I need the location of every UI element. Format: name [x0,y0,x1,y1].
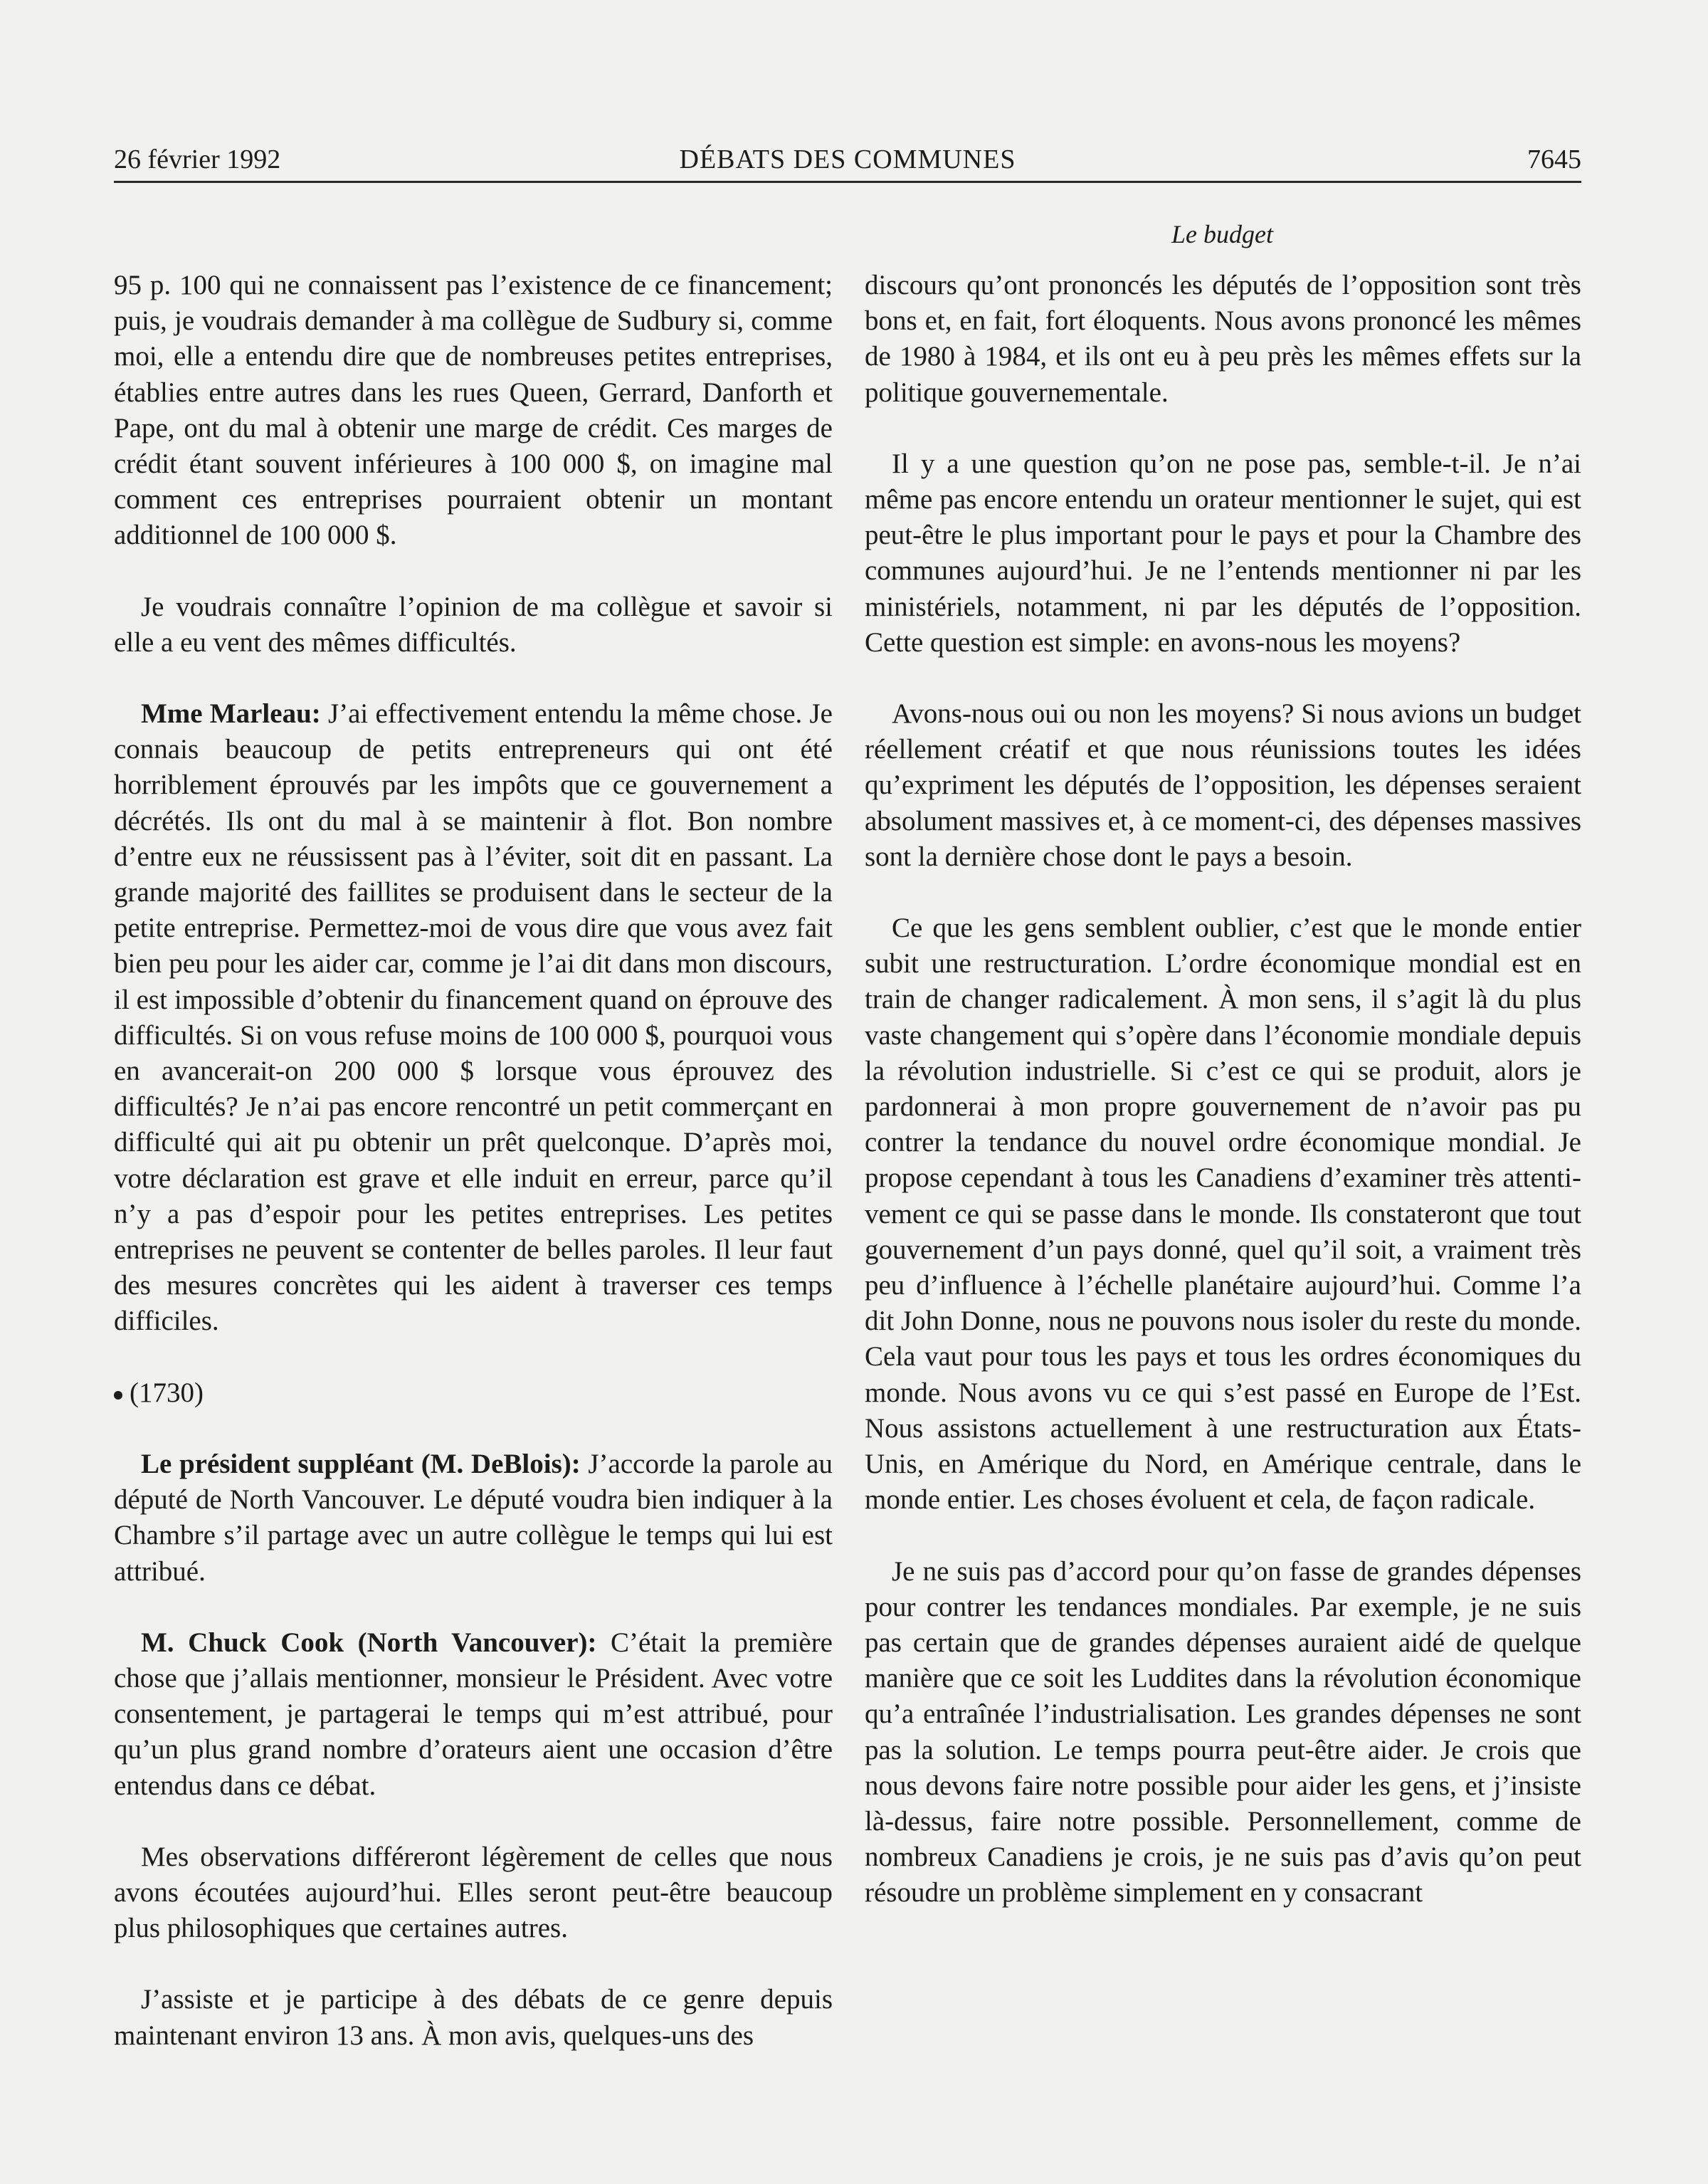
speech-paragraph [114,696,833,1340]
time-marker-text: (1730) [130,1377,204,1408]
header-date: 26 février 1992 [114,145,281,174]
paragraph: Ce que les gens semblent oublier, c’est que le monde entier subit une restructuration. L’ordre économique mondial est en train de changer radicalement. À mon sens, il s’agit là du plus vaste changement qui s’opère dans l’économie mondiale depuis la révolution industrielle. Si c’est ce qui se produit, alors je pardonnerai à mon propre gouvernement de n’avoir pas pu contrer la tendance du nouvel ordre économique mondial. Je propose cependant à tous les Canadiens d’examiner très attentivement ce qui se passe dans le monde. Ils constateront que tout gouvernement d’un pays donné, quel qu’il soit, a vraiment très peu d’influence à l’échelle planétaire aujourd’hui. Comme l’a dit John Donne, nous ne pouvons nous isoler du reste du monde. Cela vaut pour tous les pays et tous les ordres économiques du monde. Nous avons vu ce qui s’est passé en Europe de l’Est. Nous assistons actuellement à une restructuration aux États-Unis, en Amérique du Nord, en Amérique centrale, dans le monde entier. Les choses évoluent et cela, de façon radicale. [865,913,1581,1516]
section-title: Le budget [1171,220,1273,248]
paragraph: J’assiste et je participe à des débats de ce genre depuis maintenant environ 13 ans. À mon avis, quelques-uns des [114,1984,833,2051]
paragraph: Avons-nous oui ou non les moyens? Si nous avions un budget réellement créatif et que nous réunissions toutes les idées qu’expriment les députés de l’opposition, les dépenses seraient absolument massives et, à ce moment-ci, des dépenses massives sont la dernière chose dont le pays a besoin. [865,698,1581,872]
paragraph: discours qu’ont prononcés les députés de l’opposition sont très bons et, en fait, fort éloquents. Nous avons prononcé les mêmes de 1980 à 1984, et ils ont eu à peu près les mêmes effets sur la politique gouvernementale. [865,270,1581,408]
paragraph: 95 p. 100 qui ne connaissent pas l’existence de ce financement; puis, je voudrais demander à ma collègue de Sudbury si, comme moi, elle a entendu dire que de nombreuses petites entreprises, établies entre autres dans les rues Queen, Gerrard, Danforth et Pape, ont du mal à obtenir une marge de crédit. Ces marges de crédit étant souvent inférieures à 100 000 $, on imagine mal comment ces entreprises pourraient obtenir un montant additionnel de 100 000 $. [114,270,833,551]
paragraph: Mes observations différeront légèrement de celles que nous avons écoutées aujourd’hui. Elles seront peut-être beaucoup plus philosophiques que certaines autres. [114,1841,833,1944]
time-marker [114,1375,833,1411]
paragraph: Il y a une question qu’on ne pose pas, semble-t-il. Je n’ai même pas encore entendu un orateur mentionner le sujet, qui est peut-être le plus important pour le pays et pour la Chambre des communes aujourd’hui. Je ne l’entends mentionner ni par les ministériels, notamment, ni par les députés de l’opposition. Cette question est simple: en avons-nous les moyens? [865,448,1581,658]
bullet-icon [114,1391,122,1400]
page-header [114,144,1581,183]
speech-text: C’était la première chose que j’allais mentionner, monsieur le Président. Avec votre consentement, je partagerai le temps qui m’est attribué, pour qu’un plus grand nombre d’orateurs aient une occasion d’être entendus dans ce débat. [114,1627,833,1801]
speech-paragraph [114,1625,833,1804]
right-column [865,268,1581,1911]
speech-paragraph [114,1447,833,1590]
paragraph: Je voudrais connaître l’opinion de ma collègue et savoir si elle a eu vent des mêmes difficultés. [114,591,833,658]
paragraph: Je ne suis pas d’accord pour qu’on fasse de grandes dépenses pour contrer les tendances mondiales. Par exemple, je ne suis pas certain que de grandes dépenses auraient aidé de quelque manière que ce soit les Luddites dans la révolution économique qu’a entraînée l’industrialisation. Les grandes dépenses ne sont pas la solution. Le temps pourra peut-être aider. Je crois que nous devons faire notre possible pour aider les gens, et j’insiste là-dessus, faire notre possible. Personnellement, comme de nombreux Canadiens je crois, je ne suis pas d’avis qu’on peut résoudre un problème simplement en y consacrant [865,1555,1581,1909]
speaker-name: M. Chuck Cook (North Vancouver): [141,1627,597,1658]
speaker-name: Le président suppléant (M. DeBlois): [141,1448,581,1479]
header-title: DÉBATS DES COMMUNES [679,145,1016,174]
speech-text: J’ai effectivement entendu la même chose. Je connais beaucoup de petits entrepreneurs qui ont été horriblement éprouvés par les impôts que ce gouvernement a décrétés. Ils ont du mal à se maintenir à flot. Bon nombre d’entre eux ne réussissent pas à l’éviter, soit dit en passant. La grande majorité des faillites se produisent dans le secteur de la petite entreprise. Permettez-moi de vous dire que vous avez fait bien peu pour les aider car, comme je l’ai dit dans mon discours, il est impossible d’obtenir du financement quand on éprouve des difficultés. Si on vous refuse moins de 100 000 $, pourquoi vous en avancerait-on 200 000 $ lorsque vous éprouvez des difficultés? Je n’ai pas encore rencontré un petit commerçant en difficulté qui ait pu obtenir un prêt quelconque. D’après moi, votre déclaration est grave et elle induit en erreur, parce qu’il n’y a pas d’espoir pour les petites entreprises. Les petites entreprises ne peuvent se contenter de belles paroles. Il leur faut des mesures concrètes qui les aident à traverser ces temps difficiles. [114,698,833,1337]
left-column [114,268,833,2054]
header-page-number: 7645 [1527,145,1581,174]
speech-text: J’accorde la parole au député de North Vancouver. Le député voudra bien indiquer à la Chambre s’il partage avec un autre collègue le temps qui lui est attribué. [114,1448,833,1587]
speaker-name: Mme Marleau: [141,698,321,730]
